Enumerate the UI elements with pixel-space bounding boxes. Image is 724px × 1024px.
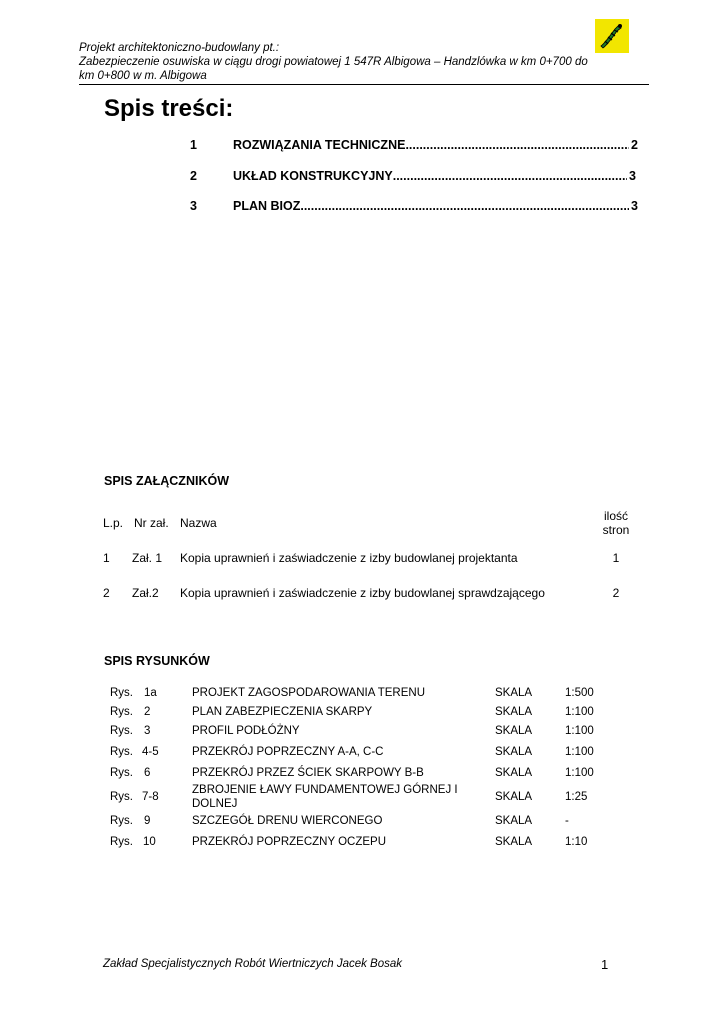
drawing-name-line-2: DOLNEJ	[192, 798, 238, 810]
drawing-prefix: Rys.	[110, 815, 133, 827]
attachment-nr: Zał. 1	[132, 551, 163, 565]
toc-page-number: 2	[631, 138, 638, 152]
toc-number: 1	[190, 138, 197, 152]
drawing-scale-label: SKALA	[495, 746, 533, 758]
drawing-scale: 1:100	[565, 706, 594, 718]
drawing-name: SZCZEGÓŁ DRENU WIERCONEGO	[192, 815, 383, 827]
footer-page-number: 1	[601, 957, 609, 972]
drawing-scale-label: SKALA	[495, 725, 533, 737]
drawing-scale: 1:500	[565, 687, 594, 699]
toc-label: ROZWIĄZANIA TECHNICZNE	[233, 138, 406, 152]
drawing-scale-label: SKALA	[495, 815, 533, 827]
drawing-prefix: Rys.	[110, 791, 133, 803]
attachment-pages: 2	[612, 586, 620, 600]
drawing-prefix: Rys.	[110, 746, 133, 758]
toc-page-number: 3	[631, 199, 638, 213]
toc-leader-dots	[405, 138, 629, 152]
drawing-prefix: Rys.	[110, 687, 133, 699]
toc-entry	[190, 169, 636, 187]
drawing-name: PRZEKRÓJ PRZEZ ŚCIEK SKARPOWY B-B	[192, 767, 424, 779]
drawing-scale: 1:100	[565, 746, 594, 758]
header-project-label: Projekt architektoniczno-budowlany pt.:	[79, 42, 280, 54]
drawing-prefix: Rys.	[110, 836, 133, 848]
toc-number: 2	[190, 169, 197, 183]
drawing-number: 2	[144, 706, 151, 718]
toc-label: PLAN BIOZ	[233, 199, 301, 213]
drawing-number: 9	[144, 815, 151, 827]
drawing-number: 10	[143, 836, 156, 848]
toc-entry	[190, 199, 638, 217]
header-project-title-line-2: km 0+800 w m. Albigowa	[79, 70, 207, 82]
drawings-section-title: SPIS RYSUNKÓW	[104, 654, 210, 668]
drawing-name-line-1: ZBROJENIE ŁAWY FUNDAMENTOWEJ GÓRNEJ I	[192, 784, 458, 796]
attachment-name: Kopia uprawnień i zaświadczenie z izby budowlanej projektanta	[180, 551, 518, 565]
drawing-scale: 1:100	[565, 767, 594, 779]
header-project-title-line-1: Zabezpieczenie osuwiska w ciągu drogi powiatowej 1 547R Albigowa – Handzlówka w km 0+700 do	[79, 56, 588, 68]
drawing-name: PRZEKRÓJ POPRZECZNY A-A, C-C	[192, 746, 384, 758]
toc-number: 3	[190, 199, 197, 213]
drawing-number: 1a	[144, 687, 157, 699]
footer-company: Zakład Specjalistycznych Robót Wiertniczych Jacek Bosak	[103, 958, 403, 970]
attachment-nr: Zał.2	[132, 586, 159, 600]
drawing-number: 7-8	[142, 791, 159, 803]
attachment-pages: 1	[612, 551, 620, 565]
drawing-scale: 1:100	[565, 725, 594, 737]
attachment-lp: 2	[103, 586, 110, 600]
company-logo-icon	[595, 19, 629, 53]
attachments-header-pages-line-1: ilość	[603, 509, 628, 523]
drawing-number: 4-5	[142, 746, 159, 758]
drawing-scale: 1:10	[565, 836, 588, 848]
drawing-number: 6	[144, 767, 151, 779]
drawing-name: PLAN ZABEZPIECZENIA SKARPY	[192, 706, 373, 718]
drawing-scale-label: SKALA	[495, 767, 533, 779]
drawing-prefix: Rys.	[110, 767, 133, 779]
attachments-section-title: SPIS ZAŁĄCZNIKÓW	[104, 474, 229, 488]
drawing-prefix: Rys.	[110, 706, 133, 718]
attachment-lp: 1	[103, 551, 110, 565]
toc-page-number: 3	[629, 169, 636, 183]
drawing-name: PRZEKRÓJ POPRZECZNY OCZEPU	[192, 836, 387, 848]
drawing-scale: 1:25	[565, 791, 588, 803]
toc-leader-dots	[393, 169, 627, 183]
toc-entry	[190, 138, 638, 156]
drawing-scale-label: SKALA	[495, 791, 533, 803]
drawing-number: 3	[144, 725, 151, 737]
toc-leader-dots	[300, 199, 629, 213]
drawing-scale-label: SKALA	[495, 687, 533, 699]
drawing-scale: -	[565, 815, 569, 827]
drawing-name: PROJEKT ZAGOSPODAROWANIA TERENU	[192, 687, 426, 699]
drawing-prefix: Rys.	[110, 725, 133, 737]
toc-label: UKŁAD KONSTRUKCYJNY	[233, 169, 393, 183]
attachments-header-nr: Nr zał.	[134, 516, 169, 530]
attachment-name: Kopia uprawnień i zaświadczenie z izby budowlanej sprawdzającego	[180, 586, 545, 600]
attachments-header-pages-line-2: stron	[602, 523, 630, 537]
drawing-scale-label: SKALA	[495, 706, 533, 718]
drawing-name: PROFIL PODŁÓŻNY	[192, 725, 300, 737]
page-title: Spis treści:	[104, 95, 234, 122]
attachments-header-lp: L.p.	[103, 516, 124, 530]
drawing-scale-label: SKALA	[495, 836, 533, 848]
attachments-header-name: Nazwa	[180, 516, 217, 530]
header-divider	[79, 84, 649, 85]
